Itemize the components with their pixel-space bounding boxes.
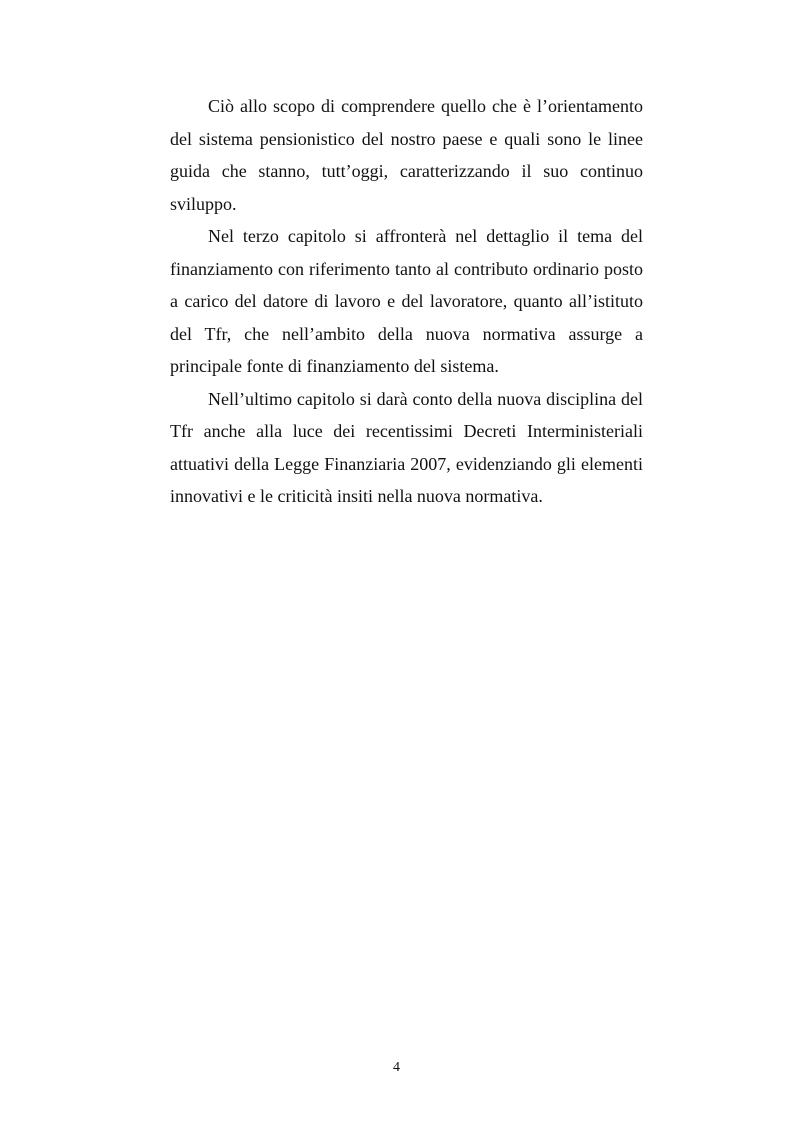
paragraph-2: Nel terzo capitolo si affronterà nel dettaglio il tema del finanziamento con riferimento tanto al contributo ordinario posto a carico del datore di lavoro e del lavoratore, quanto all’istituto del Tfr, che nell’ambito della nuova normativa assurge a principale fonte di finanziamento del sistema. (170, 226, 643, 376)
paragraph-1: Ciò allo scopo di comprendere quello che è l’orientamento del sistema pensionistico del nostro paese e quali sono le linee guida che stanno, tutt’oggi, caratterizzando il suo continuo sviluppo. (170, 96, 643, 214)
paragraph-3: Nell’ultimo capitolo si darà conto della nuova disciplina del Tfr anche alla luce dei recentissimi Decreti Interministeriali attuativi della Legge Finanziaria 2007, evidenziando gli elementi innovativi e le criticità insiti nella nuova normativa. (170, 388, 643, 506)
page-number: 4 (393, 1060, 400, 1075)
page-body (170, 90, 643, 513)
